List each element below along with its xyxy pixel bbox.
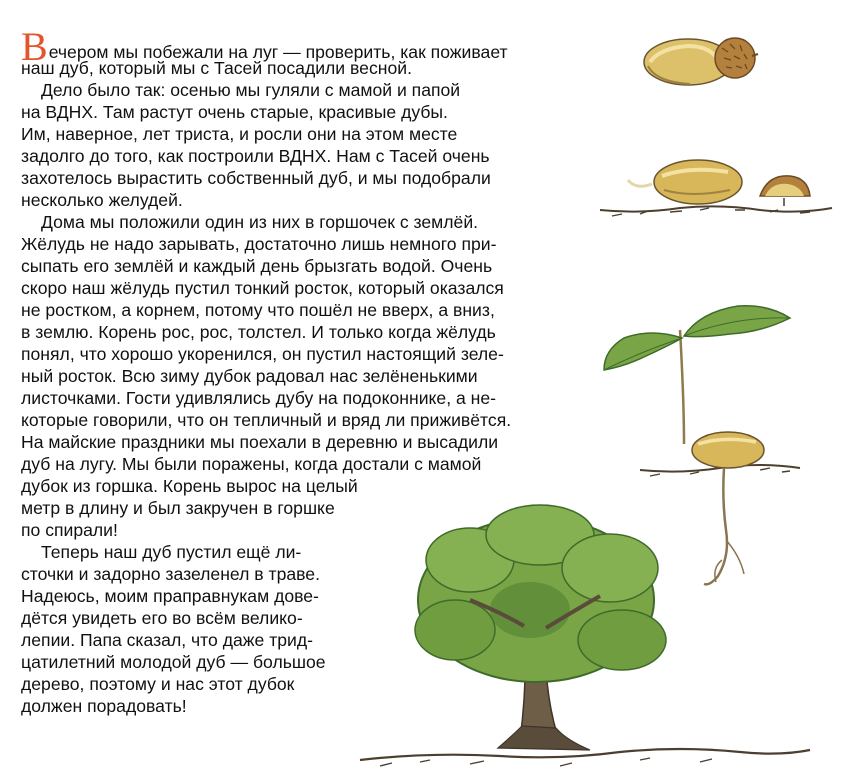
story-line-28: лепии. Папа сказал, что даже трид- [21, 630, 313, 650]
story-line-20: дуб на лугу. Мы были поражены, когда достали с мамой [21, 454, 482, 474]
story-line-14: в землю. Корень рос, рос, толстел. И только когда жёлудь [21, 322, 496, 342]
story-line-21: дубок из горшка. Корень вырос на целый [21, 476, 358, 496]
story-line-11: сыпать его землёй и каждый день брызгать водой. Очень [21, 256, 493, 276]
acorn-icon [644, 38, 758, 85]
story-line-17: листочками. Гости удивлялись дубу на подоконнике, а не- [21, 388, 497, 408]
story-line-12: скоро наш жёлудь пустил тонкий росток, который оказался [21, 278, 504, 298]
story-line-15: понял, что хорошо укоренился, он пустил настоящий зеле- [21, 344, 504, 364]
story-line-31: должен порадовать! [21, 696, 187, 716]
story-line-10: Жёлудь не надо зарывать, достаточно лишь немного при- [21, 234, 497, 254]
story-line-24: Теперь наш дуб пустил ещё ли- [41, 542, 302, 562]
story-line-7: захотелось вырастить собственный дуб, и мы подобрали [21, 168, 491, 188]
story-line-30: дерево, поэтому и нас этот дубок [21, 674, 295, 694]
story-line-9: Дома мы положили один из них в горшочек с землёй. [41, 212, 479, 232]
story-line-25: сточки и задорно зазеленел в траве. [21, 564, 320, 584]
story-line-22: метр в длину и был закручен в горшке [21, 498, 335, 518]
story-line-23: по спирали! [21, 520, 118, 540]
story-line-3: Дело было так: осенью мы гуляли с мамой и папой [41, 80, 461, 100]
story-line-13: не ростком, а корнем, потому что пошёл не вверх, а вниз, [21, 300, 495, 320]
story-line-27: дётся увидеть его во всём велико- [21, 608, 303, 628]
oak-tree-icon [360, 505, 810, 766]
drop-cap: В [21, 24, 48, 69]
story-line-1: Вечером мы побежали на луг — проверить, как поживает [21, 24, 508, 69]
story-line-8: несколько желудей. [21, 190, 183, 210]
story-line-4: на ВДНХ. Там растут очень старые, красивые дубы. [21, 102, 448, 122]
story-line-18: которые говорили, что он тепличный и вряд ли приживётся. [21, 410, 512, 430]
story-line-6: задолго до того, как построили ВДНХ. Нам с Тасей очень [21, 146, 490, 166]
story-line-26: Надеюсь, моим праправнукам дове- [21, 586, 319, 606]
sprouting-acorn-icon [600, 160, 832, 216]
story-line-2: наш дуб, который мы с Тасей посадили весной. [21, 58, 412, 78]
story-line-29: цатилетний молодой дуб — большое [21, 652, 326, 672]
story-line-19: На майские праздники мы поехали в деревню и высадили [21, 432, 499, 452]
story-line-16: ный росток. Всю зиму дубок радовал нас зелёненькими [21, 366, 478, 386]
story-line-5: Им, наверное, лет триста, и росли они на этом месте [21, 124, 458, 144]
